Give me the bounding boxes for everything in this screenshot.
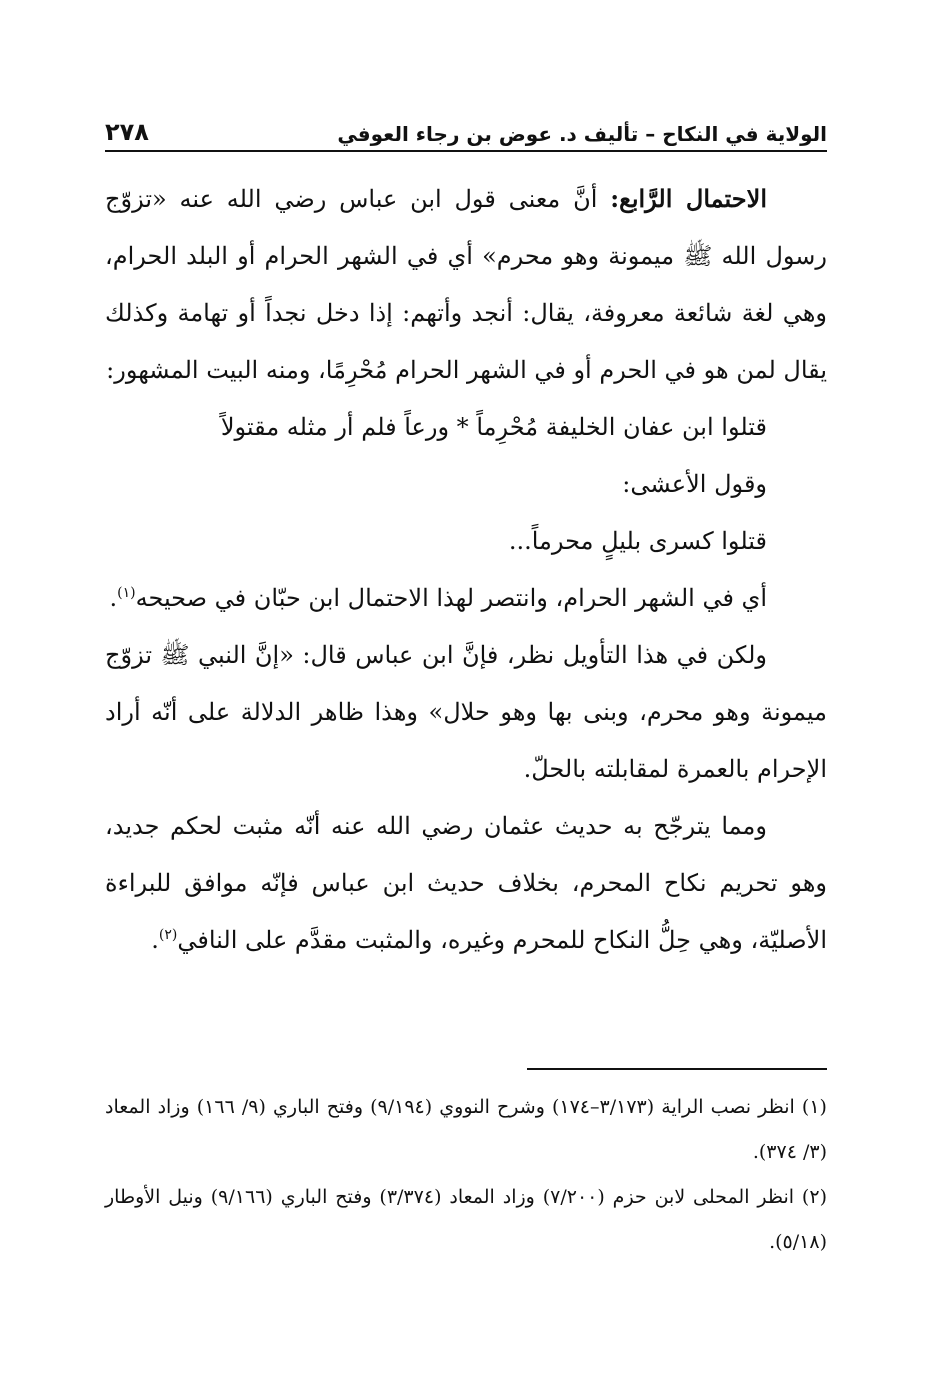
paragraph-lead: الاحتمال الرَّابع:: [610, 184, 767, 213]
verse-line-1: قتلوا ابن عفان الخليفة مُحْرِماً * ورعاً فلم أر مثله مقتولاً: [220, 413, 767, 441]
paragraph-1-text: أنَّ معنى قول ابن عباس رضي الله عنه «تزوّج رسول الله ﷺ ميمونة وهو محرم» أي في الشهر الحرام أو البلد الحرام، وهي لغة شائعة معروفة، يقال: أنجد وأتهم: إذا دخل نجداً أو تهامة وكذلك يقال لمن هو في الحرم أو في الشهر الحرام مُحْرِمًا، ومنه البيت المشهور:: [105, 185, 827, 384]
footnote-1: (١) انظر نصب الراية (٣/١٧٣–١٧٤) وشرح النووي (٩/١٩٤) وفتح الباري (٩/ ١٦٦) وزاد المعاد (٣/ ٣٧٤).: [105, 1096, 827, 1163]
footnote-ref-1[interactable]: (١): [117, 585, 136, 601]
running-title: الولاية في النكاح – تأليف د. عوض بن رجاء العوفي: [337, 122, 827, 146]
page-number: ٢٧٨: [105, 118, 149, 146]
paragraph-2-text: أي في الشهر الحرام، وانتصر لهذا الاحتمال ابن حبّان في صحيحه: [135, 584, 767, 612]
footnote-2: (٢) انظر المحلى لابن حزم (٧/٢٠٠) وزاد المعاد (٣/٣٧٤) وفتح الباري (٩/١٦٦) ونيل الأوطار (٥/١٨).: [105, 1186, 827, 1253]
paragraph-4-text: ومما يترجّح به حديث عثمان رضي الله عنه أنّه مثبت لحكم جديد، وهو تحريم نكاح المحرم، بخلاف حديث ابن عباس فإنّه موافق للبراءة الأصليّة، وهي حِلُّ النكاح للمحرم وغيره، والمثبت مقدَّم على النافي: [105, 812, 827, 954]
verse-line-2: قتلوا كسرى بليلٍ محرماً...: [508, 527, 767, 555]
footnotes: [105, 1085, 827, 1265]
page-header: [105, 106, 827, 152]
paragraph-1: [105, 170, 827, 399]
footnote-ref-2[interactable]: (٢): [158, 927, 178, 943]
main-text: [105, 170, 827, 969]
paragraph-4: ومما يترجّح به حديث عثمان رضي الله عنه أنّه مثبت لحكم جديد، وهو تحريم نكاح المحرم، بخلاف حديث ابن عباس فإنّه موافق للبراءة الأصليّة، وهي حِلُّ النكاح للمحرم وغيره، والمثبت مقدَّم على النافي$^{(٢)}$.: [105, 812, 827, 954]
verse-intro: وقول الأعشى:: [622, 470, 767, 498]
paragraph-2: أي في الشهر الحرام، وانتصر لهذا الاحتمال ابن حبّان في صحيحه$^{(١)}$.: [109, 584, 767, 612]
paragraph-3: ولكن في هذا التأويل نظر، فإنَّ ابن عباس قال: «إنَّ النبي ﷺ تزوّج ميمونة وهو محرم، وبنى بها وهو حلال» وهذا ظاهر الدلالة على أنّه أراد الإحرام بالعمرة لمقابلته بالحلّ.: [105, 641, 827, 783]
verse-block: [105, 399, 827, 570]
footnote-divider: [527, 1068, 827, 1070]
